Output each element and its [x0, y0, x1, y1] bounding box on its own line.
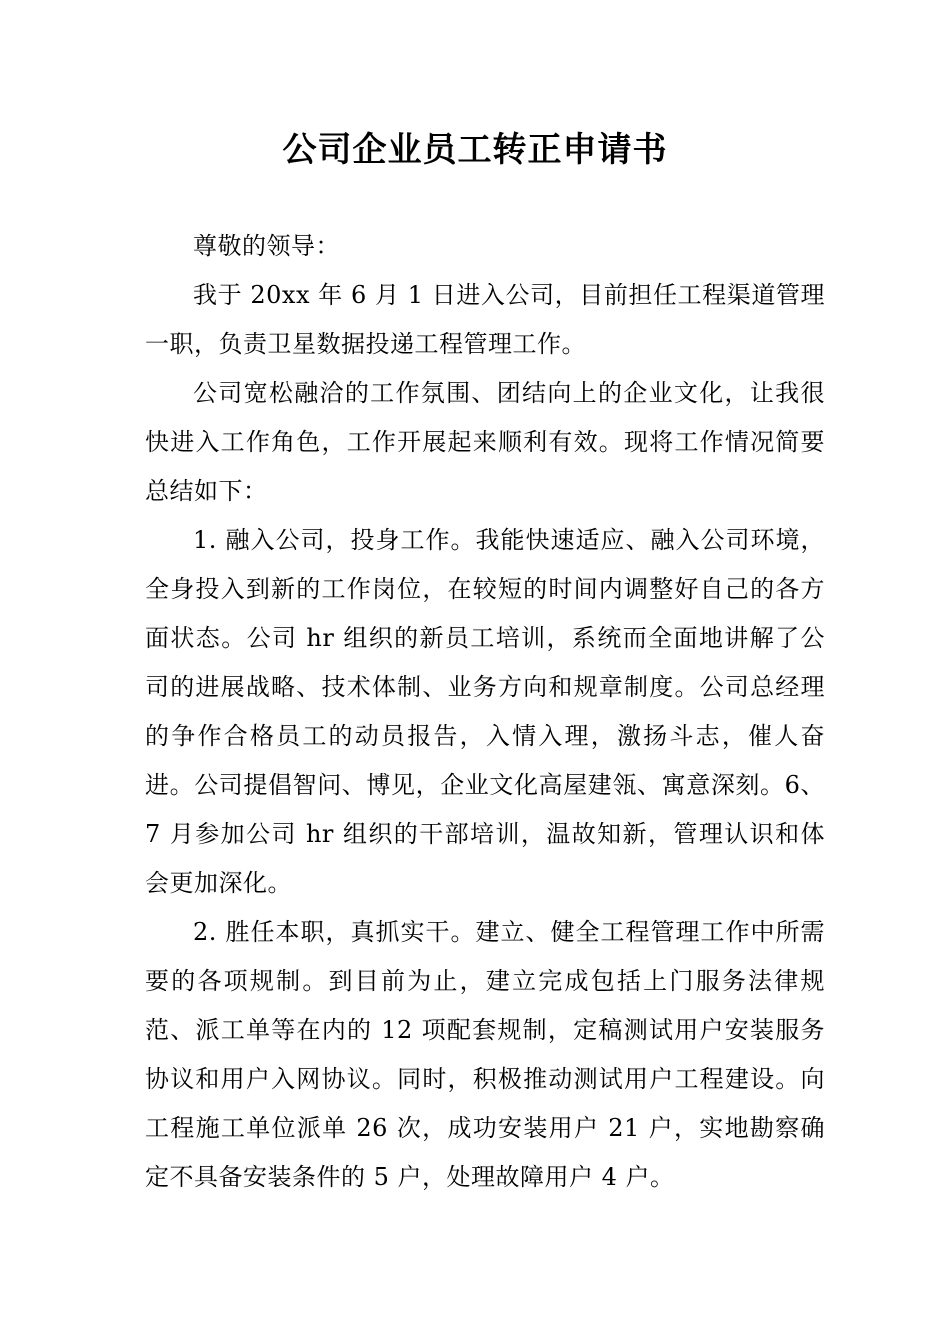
paragraph-point-2: 2. 胜任本职，真抓实干。建立、健全工程管理工作中所需要的各项规制。到目前为止，建立完成包括上门服务法律规范、派工单等在内的 12 项配套规制，定稿测试用户安装服务协议和用户入网协议。同时，积极推动测试用户工程建设。向工程施工单位派单 26 次，成功安装用户 21 户，实地勘察确定不具备安装条件的 5 户，处理故障用户 4 户。: [145, 918, 825, 1191]
document-title: 公司企业员工转正申请书: [282, 130, 668, 170]
paragraph-intro: 我于 20xx 年 6 月 1 日进入公司，目前担任工程渠道管理一职，负责卫星数据投递工程管理工作。: [145, 281, 825, 358]
salutation: 尊敬的领导：: [193, 232, 340, 260]
paragraph-point-1: 1. 融入公司，投身工作。我能快速适应、融入公司环境，全身投入到新的工作岗位，在较短的时间内调整好自己的各方面状态。公司 hr 组织的新员工培训，系统而全面地讲解了公司的进展战略、技术体制、业务方向和规章制度。公司总经理的争作合格员工的动员报告，入情入理，激扬斗志，催人奋进。公司提倡智问、博见，企业文化高屋建瓴、寓意深刻。6、7 月参加公司 hr 组织的干部培训，温故知新，管理认识和体会更加深化。: [145, 526, 825, 897]
document-body: [145, 222, 825, 1202]
paragraph-summary: 公司宽松融洽的工作氛围、团结向上的企业文化，让我很快进入工作角色，工作开展起来顺利有效。现将工作情况简要总结如下：: [145, 379, 825, 505]
